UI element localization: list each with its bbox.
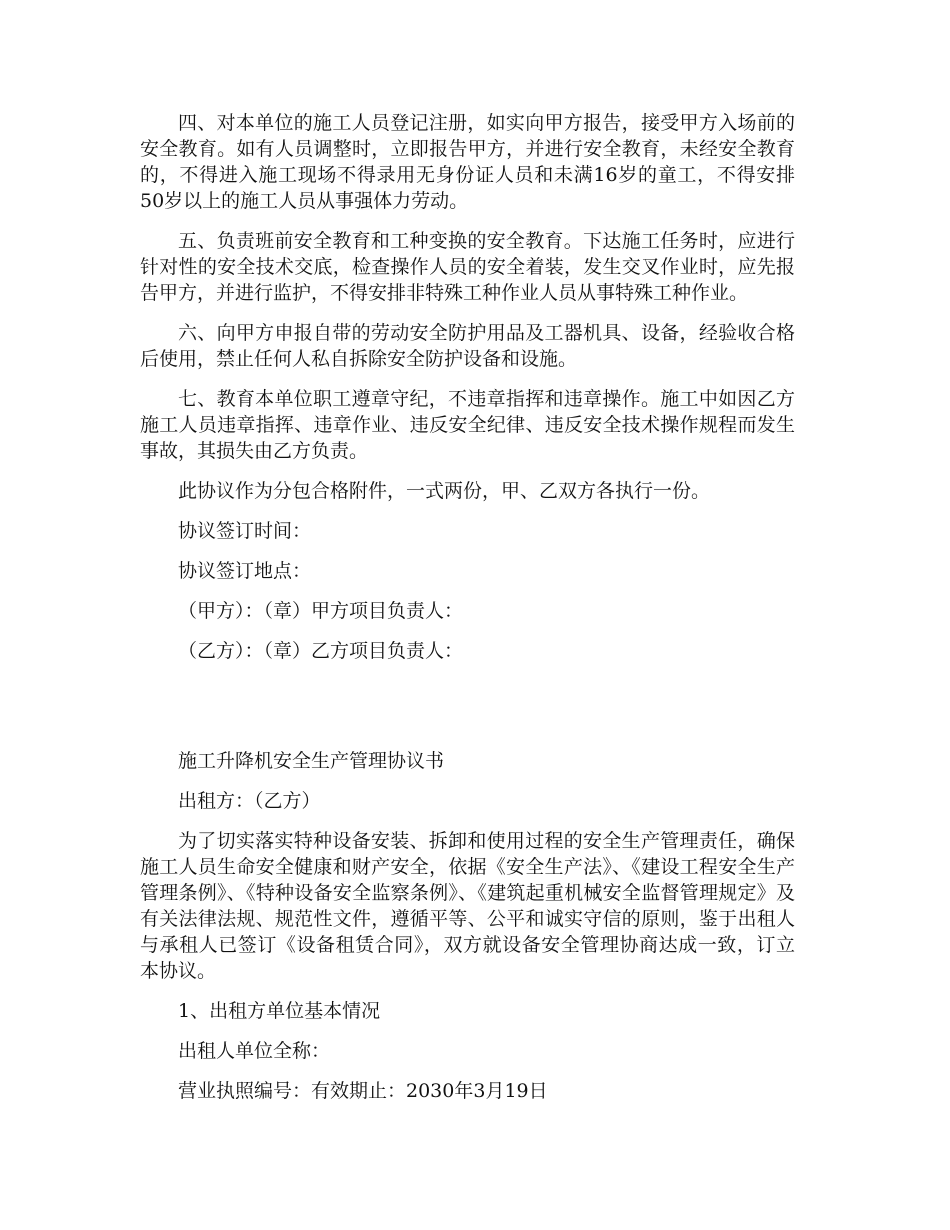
- paragraph-clause-6: 六、向甲方申报自带的劳动安全防护用品及工器机具、设备，经验收合格后使用，禁止任何人私自拆除安全防护设备和设施。: [140, 322, 795, 370]
- business-license-line: 营业执照编号：有效期止：2030年3月19日: [178, 1080, 548, 1102]
- document-page: [140, 110, 795, 1118]
- paragraph-preamble: 为了切实落实特种设备安装、拆卸和使用过程的安全生产管理责任，确保施工人员生命安全健康和财产安全，依据《安全生产法》、《建设工程安全生产管理条例》、《特种设备安全监察条例》、《建筑起重机械安全监督管理规定》及有关法律法规、规范性文件，遵循平等、公平和诚实守信的原则，鉴于出租人与承租人已签订《设备租赁合同》，双方就设备安全管理协商达成一致，订立本协议。: [140, 830, 795, 982]
- paragraph-clause-5: 五、负责班前安全教育和工种变换的安全教育。下达施工任务时，应进行针对性的安全技术交底，检查操作人员的安全着装，发生交叉作业时，应先报告甲方，并进行监护，不得安排非特殊工种作业人员从事特殊工种作业。: [140, 230, 795, 304]
- party-b-signature-line: （乙方）：（章）乙方项目负责人：: [178, 640, 464, 662]
- paragraph-clause-7: 七、教育本单位职工遵章守纪，不违章指挥和违章操作。施工中如因乙方施工人员违章指挥、违章作业、违反安全纪律、违反安全技术操作规程而发生事故，其损失由乙方负责。: [140, 388, 795, 462]
- paragraph-clause-4: 四、对本单位的施工人员登记注册，如实向甲方报告，接受甲方入场前的安全教育。如有人员调整时，立即报告甲方，并进行安全教育，未经安全教育的，不得进入施工现场不得录用无身份证人员和未满16岁的童工，不得安排50岁以上的施工人员从事强体力劳动。: [140, 112, 795, 212]
- agreement-title: 施工升降机安全生产管理协议书: [178, 750, 445, 772]
- lessor-line: 出租方：（乙方）: [178, 790, 321, 812]
- lessor-full-name-line: 出租人单位全称：: [178, 1040, 331, 1062]
- signing-time-line: 协议签订时间：: [178, 520, 312, 542]
- paragraph-copies-note: 此协议作为分包合格附件，一式两份，甲、乙双方各执行一份。: [178, 480, 711, 502]
- section-gap: [140, 678, 795, 748]
- section-heading-lessor-info: 1、出租方单位基本情况: [178, 1000, 381, 1022]
- signing-place-line: 协议签订地点：: [178, 560, 312, 582]
- party-a-signature-line: （甲方）：（章）甲方项目负责人：: [178, 600, 464, 622]
